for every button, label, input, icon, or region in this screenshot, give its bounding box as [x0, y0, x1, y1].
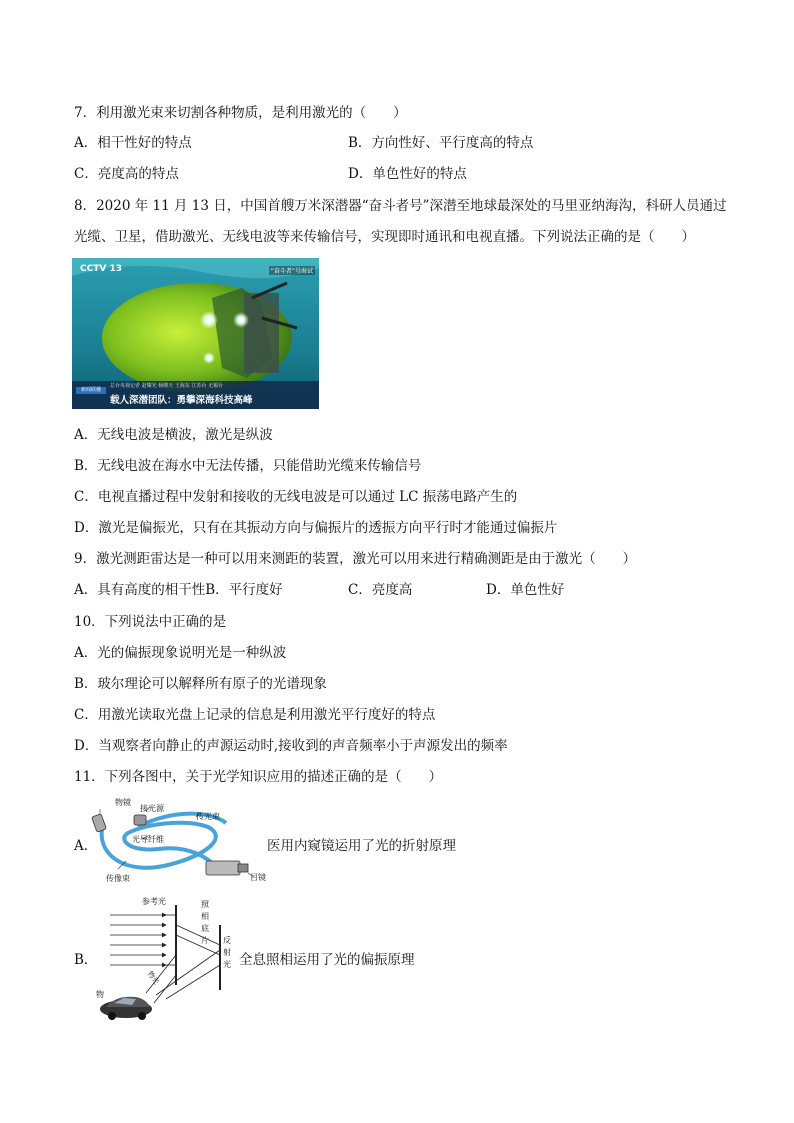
q9-stem: 9．激光测距雷达是一种可以用来测距的装置，激光可以用来进行精确测距是由于激光（ ） [74, 551, 637, 567]
q9-option-c: C．亮度高 [348, 582, 413, 598]
submersible-photo [72, 258, 319, 409]
q8-option-c: C．电视直播过程中发射和接收的无线电波是可以通过 LC 振荡电路产生的 [74, 489, 518, 505]
label-objective: 物镜 [115, 798, 131, 807]
photo-caption: 载人深潜团队：勇攀深海科技高峰 [110, 395, 253, 406]
q10-option-a: A．光的偏振现象说明光是一种纵波 [74, 645, 287, 661]
q9-option-ab: A．具有高度的相干性B．平行度好 [74, 582, 283, 598]
q8-option-b: B．无线电波在海水中无法传播，只能借助光缆来传输信号 [74, 458, 422, 474]
label-object: 物 [96, 990, 104, 999]
label-light-source: 接光源 [140, 804, 164, 813]
label-fiber: 光导纤维 [132, 835, 164, 844]
q10-option-b: B．玻尔理论可以解释所有原子的光谱现象 [74, 676, 327, 692]
cctv-logo: CCTV 13 [80, 264, 122, 274]
q11-option-b-letter: B． [74, 952, 98, 968]
q10-option-c: C．用激光读取光盘上记录的信息是利用激光平行度好的特点 [74, 707, 436, 723]
q7-option-a: A．相干性好的特点 [74, 135, 192, 151]
q8-stem-line2: 光缆、卫星，借助激光、无线电波等来传输信号，实现即时通讯和电视直播。下列说法正确的是（ ） [74, 229, 695, 245]
q11-option-a-text: 医用内窥镜运用了光的折射原理 [267, 838, 456, 854]
q8-option-d: D．激光是偏振光，只有在其振动方向与偏振片的透振方向平行时才能通过偏振片 [74, 520, 558, 536]
label-object-light: 物光 [145, 969, 161, 987]
q11-option-a-letter: A． [74, 838, 98, 854]
label-image-beam: 传像束 [106, 874, 130, 883]
label-reflected-light: 反射光 [223, 936, 231, 969]
endoscope-diagram [88, 797, 268, 889]
q11-option-b-text: 全息照相运用了光的偏振原理 [239, 952, 415, 968]
q7-option-c: C．亮度高的特点 [74, 166, 179, 182]
q10-stem: 10．下列说法中正确的是 [74, 614, 227, 630]
q7-option-d: D．单色性好的特点 [348, 166, 467, 182]
q7-option-b: B．方向性好、平行度高的特点 [348, 135, 534, 151]
q10-option-d: D．当观察者向静止的声源运动时,接收到的声音频率小于声源发出的频率 [74, 738, 508, 754]
holography-diagram [96, 895, 246, 1023]
q9-option-d: D．单色性好 [486, 582, 565, 598]
label-eyepiece: 目镜 [250, 873, 266, 882]
q8-stem-line1: 8．2020 年 11 月 13 日，中国首艘万米深潜器“奋斗者号”深潜至地球最深处的马里亚纳海沟，科研人员通过 [74, 198, 727, 214]
q8-option-a: A．无线电波是横波，激光是纵波 [74, 427, 273, 443]
label-reference-light: 参考光 [142, 897, 166, 906]
label-film: 照相底片 [201, 900, 209, 945]
q7-stem: 7．利用激光束来切割各种物质，是利用激光的（ ） [74, 105, 407, 121]
q11-stem: 11．下列各图中，关于光学知识应用的描述正确的是（ ） [74, 769, 443, 785]
credit-line: 总台央视记者 赵耀光 杨曙天 王海东 江苏台 无锡台 [110, 383, 223, 389]
news-logo: 新闻联播 [76, 387, 106, 394]
corner-tag: “奋斗者”号海试 [270, 268, 313, 275]
label-light-beam: 传光束 [196, 812, 220, 821]
